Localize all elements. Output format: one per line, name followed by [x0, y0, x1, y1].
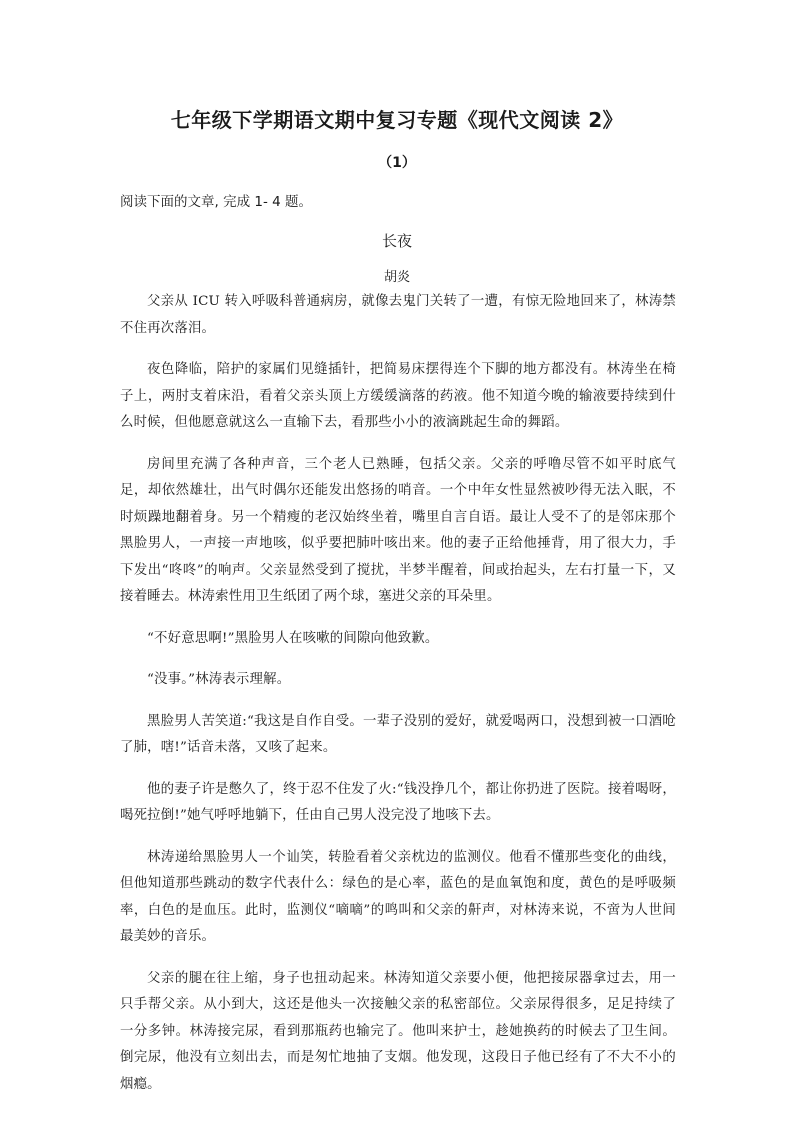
- section-number: （1）: [378, 155, 416, 171]
- paragraph: “没事。”林涛表示理解。: [147, 672, 291, 687]
- paragraph: “不好意思啊!”黑脸男人在咳嗽的间隙向他致歉。: [147, 630, 439, 646]
- paragraph: 他的妻子许是憋久了，终于忍不住发了火:“钱没挣几个，都让你扔进了医院。接着喝呀，喝死拉倒!”她气呼呼地躺下，任由自己男人没完没了地咳下去。: [120, 781, 676, 823]
- paragraph: 父亲的腿在往上缩，身子也扭动起来。林涛知道父亲要小便，他把接尿器拿过去，用一只手帮父亲。从小到大，这还是他头一次接触父亲的私密部位。父亲尿得很多，足足持续了一分多钟。林涛接完尿，看到那瓶药也输完了。他叫来护士，趁她换药的时候去了卫生间。倒完尿，他没有立刻出去，而是匆忙地抽了支烟。他发现，这段日子他已经有了不大不小的烟瘾。: [120, 970, 676, 1092]
- reading-instruction: 阅读下面的文章, 完成 1- 4 题。: [120, 194, 313, 210]
- article-body: [120, 289, 676, 1113]
- article-title: 长夜: [381, 232, 412, 250]
- paragraph: 夜色降临，陪护的家属们见缝插针，把简易床摆得连个下脚的地方都没有。林涛坐在椅子上，两肘支着床沿，看着父亲头顶上方缓缓滴落的药液。他不知道今晚的输液要持续到什么时候，但他愿意就这么一直输下去，看那些小小的液滴跳起生命的舞蹈。: [120, 362, 676, 430]
- paragraph: 林涛递给黑脸男人一个讪笑，转脸看着父亲枕边的监测仪。他看不懂那些变化的曲线，但他知道那些跳动的数字代表什么：绿色的是心率，蓝色的是血氧饱和度，黄色的是呼吸频率，白色的是血压。此时，监测仪“嘀嘀”的鸣叫和父亲的鼾声，对林涛来说，不啻为人世间最美妙的音乐。: [120, 849, 676, 944]
- paragraph: 房间里充满了各种声音，三个老人已熟睡，包括父亲。父亲的呼噜尽管不如平时底气足，却依然雄壮，出气时偶尔还能发出悠扬的哨音。一个中年女性显然被吵得无法入眠，不时烦躁地翻着身。另一个精瘦的老汉始终坐着，嘴里自言自语。最让人受不了的是邻床那个黑脸男人，一声接一声地咳，似乎要把肺叶咳出来。他的妻子正给他捶背，用了很大力，手下发出“咚咚”的响声。父亲显然受到了搅扰，半梦半醒着，间或抬起头，左右打量一下，又接着睡去。林涛索性用卫生纸团了两个球，塞进父亲的耳朵里。: [120, 456, 676, 604]
- article-author: 胡炎: [383, 270, 410, 285]
- paragraph: 黑脸男人苦笑道:“我这是自作自受。一辈子没别的爱好，就爱喝两口，没想到被一口酒呛了肺，嗐!”话音未落，又咳了起来。: [120, 713, 676, 755]
- paragraph: 父亲从 ICU 转入呼吸科普通病房，就像去鬼门关转了一遭，有惊无险地回来了，林涛禁不住再次落泪。: [120, 294, 676, 336]
- document-title: 七年级下学期语文期中复习专题《现代文阅读 2》: [170, 108, 624, 132]
